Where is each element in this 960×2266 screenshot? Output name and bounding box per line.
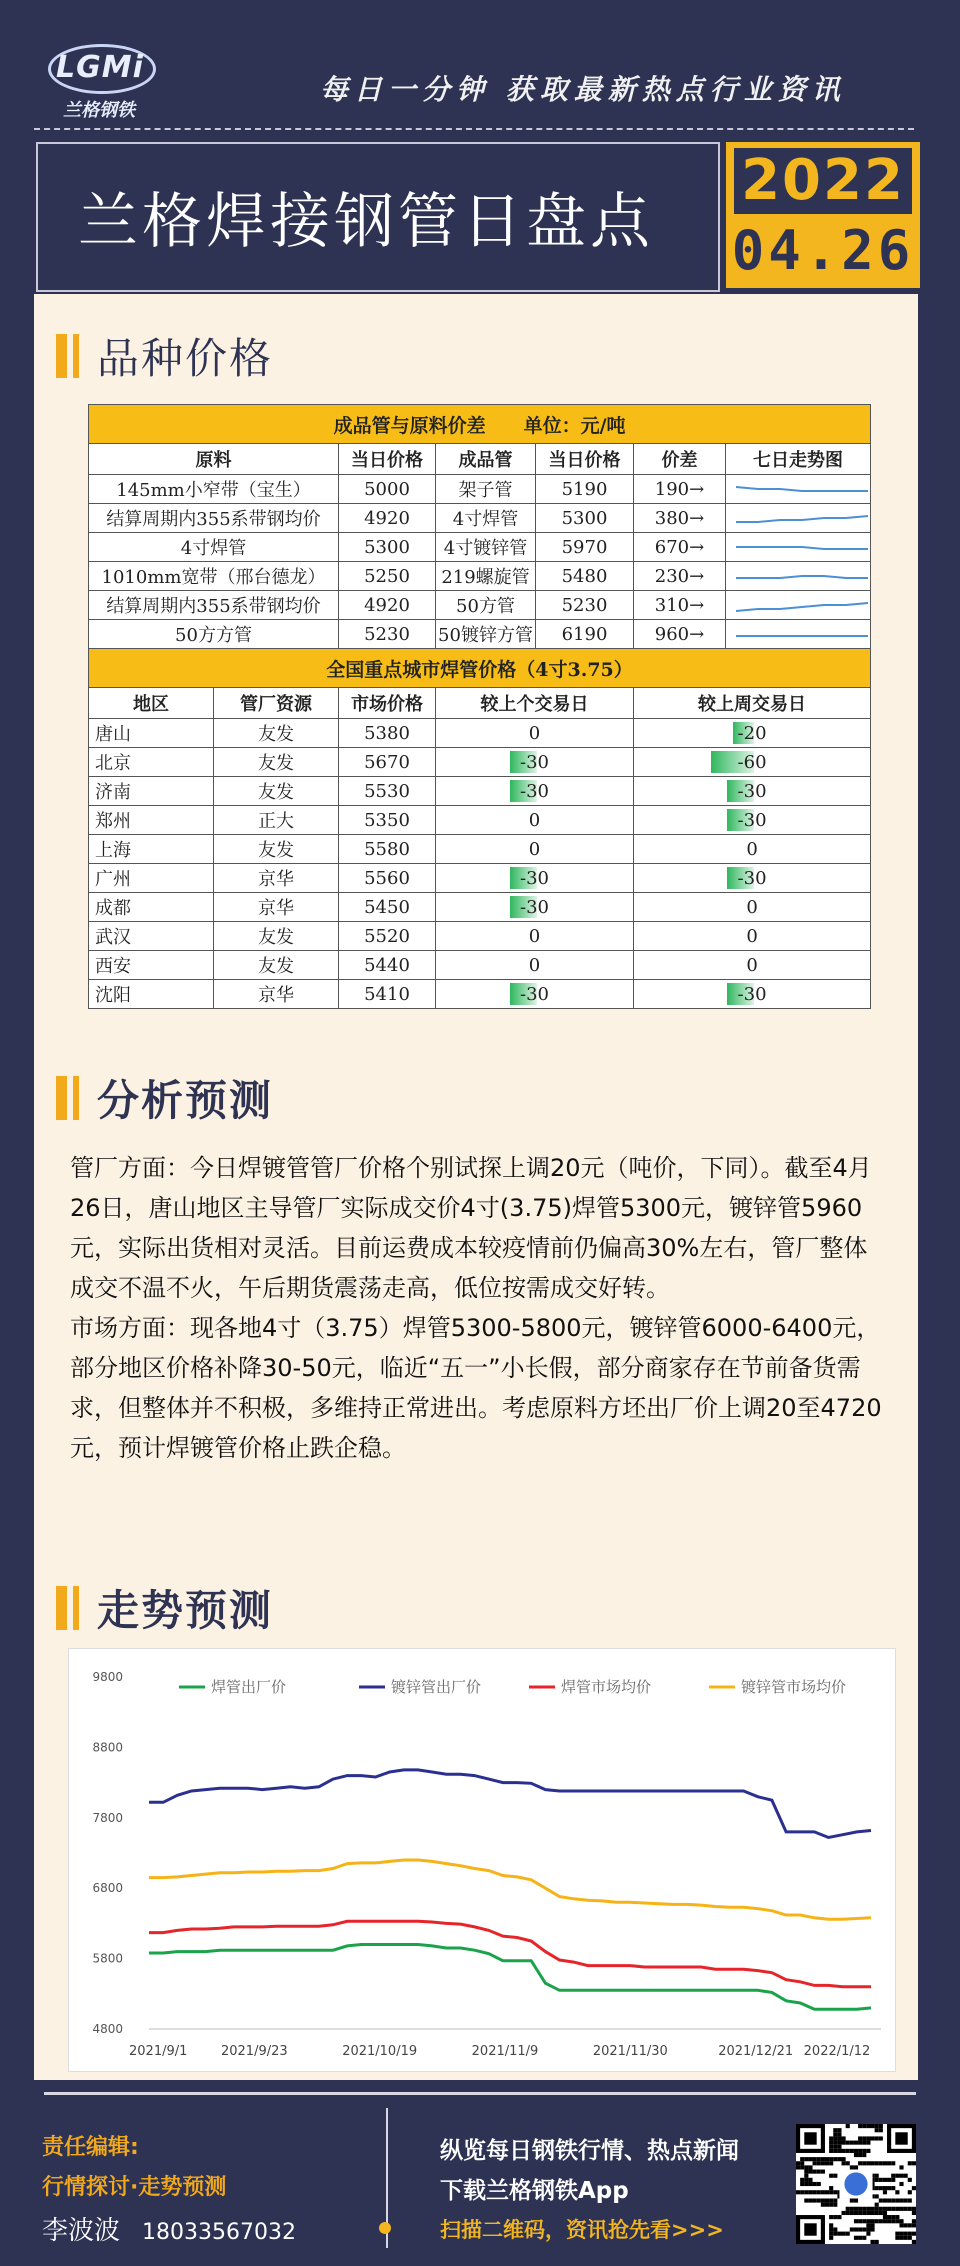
product-price: 5970 [536, 533, 634, 562]
legend-entry: 镀锌管出厂价 [391, 1678, 482, 1696]
mill: 友发 [214, 748, 339, 777]
footer-dot-icon [379, 2222, 391, 2234]
change-value: -30 [520, 780, 549, 802]
city-row [89, 893, 871, 922]
spread: 670→ [634, 533, 726, 562]
change-vs-prev-day [436, 922, 634, 951]
raw-price: 5230 [339, 620, 436, 649]
col-vs-prev-week: 较上周交易日 [634, 688, 871, 719]
trend-chart [68, 1648, 896, 2072]
product-price: 6190 [536, 620, 634, 649]
x-tick-label: 2022/1/12 [803, 2044, 871, 2059]
y-tick-label: 9800 [92, 1670, 123, 1684]
y-tick-label: 4800 [92, 2022, 123, 2036]
section-heading-trend [56, 1578, 273, 1638]
sparkline [726, 475, 871, 504]
market-price: 5520 [339, 922, 436, 951]
analysis-text [70, 1148, 890, 1468]
spread-row [89, 591, 871, 620]
mill: 京华 [214, 980, 339, 1009]
change-vs-prev-week [634, 806, 871, 835]
header-divider [34, 128, 914, 130]
date-year: 2022 [734, 148, 912, 214]
raw-price: 4920 [339, 504, 436, 533]
change-value: 0 [528, 925, 541, 947]
raw-price: 5250 [339, 562, 436, 591]
mill: 友发 [214, 835, 339, 864]
city-row [89, 835, 871, 864]
change-vs-prev-week [634, 748, 871, 777]
change-vs-prev-day [436, 806, 634, 835]
change-value: 0 [746, 954, 758, 976]
city: 武汉 [89, 922, 214, 951]
change-value: 0 [746, 896, 758, 918]
raw-material: 结算周期内355系带钢均价 [89, 591, 339, 620]
y-tick-label: 5800 [92, 1951, 123, 1966]
sparkline-svg [728, 622, 871, 646]
market-price: 5670 [339, 748, 436, 777]
date-month-day: 04.26 [731, 219, 915, 282]
change-value: -30 [737, 809, 767, 831]
col-trend: 七日走势图 [726, 444, 871, 475]
legend-entry: 焊管市场均价 [561, 1678, 652, 1696]
change-value: -60 [737, 751, 767, 773]
city: 北京 [89, 748, 214, 777]
series-line [149, 1860, 871, 1919]
city: 西安 [89, 951, 214, 980]
market-price: 5440 [339, 951, 436, 980]
section-heading-prices [56, 326, 273, 386]
city-row [89, 864, 871, 893]
sparkline [726, 620, 871, 649]
sparkline [726, 591, 871, 620]
change-vs-prev-week [634, 893, 871, 922]
x-tick-label: 2021/10/19 [342, 2044, 418, 2059]
product: 50方管 [436, 591, 536, 620]
editor-phone: 18033567032 [142, 2220, 296, 2245]
raw-material: 1010mm宽带（邢台德龙） [89, 562, 339, 591]
sparkline-svg [728, 535, 871, 559]
spread: 380→ [634, 504, 726, 533]
market-price: 5350 [339, 806, 436, 835]
change-value: 0 [528, 809, 541, 831]
footer-editor [42, 2128, 226, 2208]
col-market-price: 市场价格 [339, 688, 436, 719]
spread: 960→ [634, 620, 726, 649]
mill: 正大 [214, 806, 339, 835]
sparkline [726, 562, 871, 591]
city-row [89, 719, 871, 748]
analysis-market: 市场方面：现各地4寸（3.75）焊管5300-5800元，镀锌管6000-6400元，部分地区价格补降30-50元，临近“五一”小长假，部分商家存在节前备货需求，但整体并不积极，多维持正常进出。考虑原料方坯出厂价上调20至4720元，预计焊镀管价格止跌企稳。 [70, 1314, 882, 1462]
change-value: -30 [737, 867, 767, 889]
city: 成都 [89, 893, 214, 922]
y-tick-label: 8800 [92, 1740, 123, 1755]
sparkline [726, 533, 871, 562]
raw-price: 5300 [339, 533, 436, 562]
qr-code-icon[interactable] [796, 2124, 916, 2244]
y-tick-label: 7800 [92, 1810, 123, 1825]
section-title: 分析预测 [97, 1076, 274, 1125]
col-product-price: 当日价格 [536, 444, 634, 475]
mill: 京华 [214, 893, 339, 922]
market-price: 5380 [339, 719, 436, 748]
change-value: -30 [520, 867, 549, 889]
change-vs-prev-week [634, 719, 871, 748]
spread-row [89, 562, 871, 591]
footer-promo-2: 下载兰格钢铁App [440, 2178, 629, 2204]
series-line [149, 1770, 871, 1838]
raw-material: 4寸焊管 [89, 533, 339, 562]
sparkline [726, 504, 871, 533]
col-vs-prev-day: 较上个交易日 [436, 688, 634, 719]
section-heading-analysis [56, 1068, 273, 1128]
change-vs-prev-day [436, 748, 634, 777]
change-value: -30 [737, 780, 767, 802]
x-tick-label: 2021/9/23 [220, 2044, 288, 2059]
mill: 友发 [214, 777, 339, 806]
change-vs-prev-day [436, 980, 634, 1009]
col-spread: 价差 [634, 444, 726, 475]
change-value: 0 [528, 954, 541, 976]
change-vs-prev-day [436, 719, 634, 748]
section-title: 品种价格 [97, 334, 274, 383]
footer-promo-1: 纵览每日钢铁行情、热点新闻 [440, 2138, 739, 2164]
y-tick-label: 6800 [92, 1881, 123, 1896]
city-row [89, 777, 871, 806]
market-price: 5530 [339, 777, 436, 806]
footer-promo-3[interactable]: 扫描二维码，资讯抢先看>>> [440, 2218, 724, 2242]
product: 4寸镀锌管 [436, 533, 536, 562]
col-mill: 管厂资源 [214, 688, 339, 719]
market-price: 5580 [339, 835, 436, 864]
analysis-mill: 管厂方面：今日焊镀管管厂价格个别试探上调20元（吨价，下同）。截至4月26日，唐山地区主导管厂实际成交价4寸(3.75)焊管5300元，镀锌管5960元，实际出货相对灵活。目前运费成本较疫情前仍偏高30%左右，管厂整体成交不温不火，午后期货震荡走高，低位按需成交好转。 [70, 1154, 872, 1302]
change-vs-prev-week [634, 835, 871, 864]
sparkline-svg [728, 564, 871, 588]
price-table [88, 404, 871, 1009]
section-bar-icon [56, 1586, 79, 1630]
city: 上海 [89, 835, 214, 864]
mill: 友发 [214, 922, 339, 951]
x-tick-label: 2021/9/1 [129, 2044, 188, 2059]
mill: 友发 [214, 951, 339, 980]
market-price: 5560 [339, 864, 436, 893]
x-tick-label: 2021/11/30 [592, 2044, 668, 2059]
slogan: 每日一分钟 获取最新热点行业资讯 [320, 73, 846, 106]
col-city: 地区 [89, 688, 214, 719]
raw-price: 4920 [339, 591, 436, 620]
section-title: 走势预测 [97, 1586, 274, 1635]
lange-logo [44, 40, 154, 120]
series-line [149, 1945, 871, 2010]
change-vs-prev-week [634, 951, 871, 980]
change-value: -30 [737, 983, 767, 1005]
change-value: -30 [520, 896, 549, 918]
raw-material: 145mm小窄带（宝生） [89, 475, 339, 504]
spread-row [89, 620, 871, 649]
spread: 190→ [634, 475, 726, 504]
change-vs-prev-day [436, 835, 634, 864]
city-table-title: 全国重点城市焊管价格（4寸3.75） [89, 649, 871, 688]
city: 济南 [89, 777, 214, 806]
trend-chart-svg [69, 1649, 895, 2071]
change-vs-prev-week [634, 864, 871, 893]
x-tick-label: 2021/11/9 [471, 2044, 539, 2059]
change-vs-prev-day [436, 864, 634, 893]
sparkline-svg [728, 593, 871, 617]
section-bar-icon [56, 334, 79, 378]
mill: 友发 [214, 719, 339, 748]
legend-entry: 镀锌管市场均价 [741, 1678, 847, 1696]
section-bar-icon [56, 1076, 79, 1120]
product: 219螺旋管 [436, 562, 536, 591]
editor-name: 李波波 [42, 2216, 121, 2246]
change-vs-prev-day [436, 893, 634, 922]
spread-row [89, 475, 871, 504]
city: 广州 [89, 864, 214, 893]
change-vs-prev-day [436, 777, 634, 806]
change-value: -30 [520, 983, 549, 1005]
editor-role: 行情探讨·走势预测 [42, 2175, 227, 2200]
city: 沈阳 [89, 980, 214, 1009]
city-row [89, 980, 871, 1009]
raw-material: 结算周期内355系带钢均价 [89, 504, 339, 533]
x-tick-label: 2021/12/21 [718, 2044, 794, 2059]
product: 架子管 [436, 475, 536, 504]
product-price: 5300 [536, 504, 634, 533]
product: 4寸焊管 [436, 504, 536, 533]
title-box [36, 142, 720, 292]
market-price: 5410 [339, 980, 436, 1009]
change-value: -30 [520, 751, 549, 773]
spread-row [89, 533, 871, 562]
product-price: 5190 [536, 475, 634, 504]
logo-text: LGMi [56, 50, 144, 85]
raw-material: 50方方管 [89, 620, 339, 649]
page-title: 兰格焊接钢管日盘点 [78, 187, 654, 257]
sparkline-svg [728, 477, 871, 501]
product-price: 5480 [536, 562, 634, 591]
product: 50镀锌方管 [436, 620, 536, 649]
spread-table-title: 成品管与原料价差 单位：元/吨 [89, 405, 871, 444]
product-price: 5230 [536, 591, 634, 620]
change-value: -20 [737, 722, 767, 744]
city-row [89, 922, 871, 951]
change-vs-prev-week [634, 980, 871, 1009]
sparkline-svg [728, 506, 871, 530]
footer-divider [44, 2092, 916, 2095]
editor-contact [42, 2210, 296, 2247]
city-row [89, 951, 871, 980]
market-price: 5450 [339, 893, 436, 922]
change-value: 0 [528, 722, 541, 744]
change-value: 0 [746, 838, 758, 860]
city: 郑州 [89, 806, 214, 835]
spread: 310→ [634, 591, 726, 620]
change-value: 0 [746, 925, 758, 947]
city-row [89, 748, 871, 777]
date-badge [726, 142, 920, 288]
change-vs-prev-day [436, 951, 634, 980]
legend-entry: 焊管出厂价 [211, 1678, 287, 1696]
city: 唐山 [89, 719, 214, 748]
city-row [89, 806, 871, 835]
spread-row [89, 504, 871, 533]
raw-price: 5000 [339, 475, 436, 504]
logo-subtitle: 兰格钢铁 [63, 100, 135, 121]
change-vs-prev-week [634, 777, 871, 806]
series-line [149, 1921, 871, 1987]
change-value: 0 [528, 838, 541, 860]
change-vs-prev-week [634, 922, 871, 951]
col-product: 成品管 [436, 444, 536, 475]
spread: 230→ [634, 562, 726, 591]
mill: 京华 [214, 864, 339, 893]
editor-label: 责任编辑: [42, 2135, 139, 2160]
col-raw-price: 当日价格 [339, 444, 436, 475]
col-raw: 原料 [89, 444, 339, 475]
